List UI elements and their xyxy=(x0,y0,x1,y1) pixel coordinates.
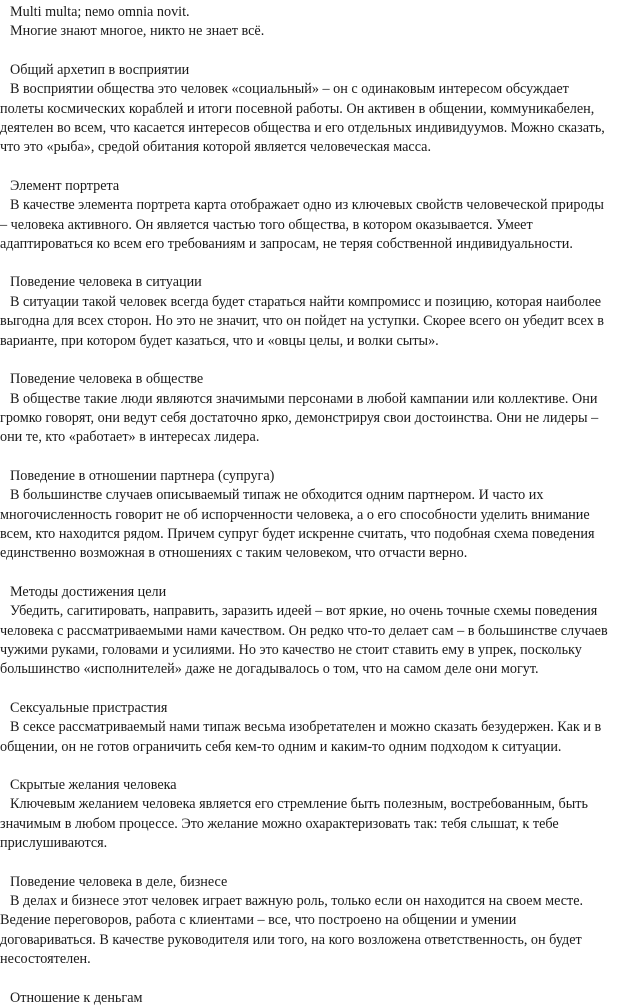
section-portrait-element xyxy=(0,177,612,255)
section-hidden-desires xyxy=(0,776,612,854)
section-body: Ключевым желанием человека является его стремление быть полезным, востребованным, быть значимым в любом процессе. Это желание можно охарактеризовать так: тебя слышат, к тебе прислушиваются. xyxy=(0,796,588,852)
section-body: В большинстве случаев описываемый типаж не обходится одним партнером. И часто их многочисленность говорит не об испорченности человека, а о его способности уделить внимание всем, кто находится рядом. Причем супруг будет искренне считать, что подобная схема поведения единственно возможная в отношениях с таким человеком, что отчасти верно. xyxy=(0,487,595,562)
section-heading: Поведение человека в обществе xyxy=(10,371,204,388)
intro-block xyxy=(0,3,612,42)
section-body: В обществе такие люди являются значимыми персонами в любой кампании или коллективе. Они громко говорят, они ведут себя достаточно ярко, демонстрируя свои достоинства. Они не лидеры – они те, кто «работает» в интересах лидера. xyxy=(0,390,599,446)
section-body: В качестве элемента портрета карта отображает одно из ключевых свойств человеческой природы – человека активного. Он является частью того общества, в котором оказывается. Умеет адаптироваться ко всем его требованиям и запросам, не теряя собственной индивидуальности. xyxy=(0,197,604,253)
section-heading: Поведение человека в ситуации xyxy=(10,274,202,291)
section-behavior-society xyxy=(0,370,612,448)
section-heading: Методы достижения цели xyxy=(10,583,167,600)
proverb-translation: Многие знают многое, никто не знает всё. xyxy=(10,23,265,40)
section-body: В сексе рассматриваемый нами типаж весьма изобретателен и можно сказать безудержен. Как и в общении, он не готов ограничить себя кем-то одним и каким-то одним подходом к ситуации. xyxy=(0,719,602,755)
section-goal-methods xyxy=(0,583,612,680)
section-behavior-situation xyxy=(0,273,612,351)
section-heading: Поведение в отношении партнера (супруга) xyxy=(10,467,275,484)
section-heading: Поведение человека в деле, бизнесе xyxy=(10,873,228,890)
section-heading: Скрытые желания человека xyxy=(10,777,177,793)
section-business-behavior xyxy=(0,873,612,970)
section-heading: Общий архетип в восприятии xyxy=(10,61,190,78)
section-body: В делах и бизнесе этот человек играет важную роль, только если он находится на своем месте. Ведение переговоров, работа с клиентами – все, что построено на общении и умении договариваться. В качестве руководителя или того, на кого возложена ответственность, он будет несостоятелен. xyxy=(0,893,584,968)
section-body: В ситуации такой человек всегда будет стараться найти компромисс и позицию, которая наиболее выгодна для всех сторон. Но это не значит, что он пойдет на уступки. Скорее всего он убедит всех в варианте, при котором будет казаться, что и «овцы целы, и волки сыты». xyxy=(0,293,604,349)
section-heading: Элемент портрета xyxy=(10,177,120,194)
section-body: В восприятии общества это человек «социальный» – он с одинаковым интересом обсуждает полеты космических кораблей и итоги посевной работы. Он активен в общении, коммуникабелен, деятелен во всем, что касается интересов общества и его отдельных индивидуумов. Можно сказать, что это «рыба», средой обитания которой является человеческая масса. xyxy=(0,81,605,156)
section-general-archetype xyxy=(0,61,612,158)
section-behavior-partner xyxy=(0,467,612,564)
section-sexual-preferences xyxy=(0,699,612,757)
section-body: Убедить, сагитировать, направить, заразить идеей – вот яркие, но очень точные схемы поведения человека с рассматриваемыми нами качеством. Он редко что-то делает сам – в большинстве случаев чужими руками, головами и усилиями. Но это качество не стоит ставить ему в упрек, поскольку большинство «исполнителей» даже не догадывалось о том, что на самом деле они могут. xyxy=(0,603,608,678)
section-heading: Сексуальные пристрастия xyxy=(10,699,168,716)
latin-proverb: Multi multa; neмо omnia novit. xyxy=(10,4,190,20)
section-money-attitude xyxy=(0,989,612,1008)
section-heading: Отношение к деньгам xyxy=(10,989,143,1006)
